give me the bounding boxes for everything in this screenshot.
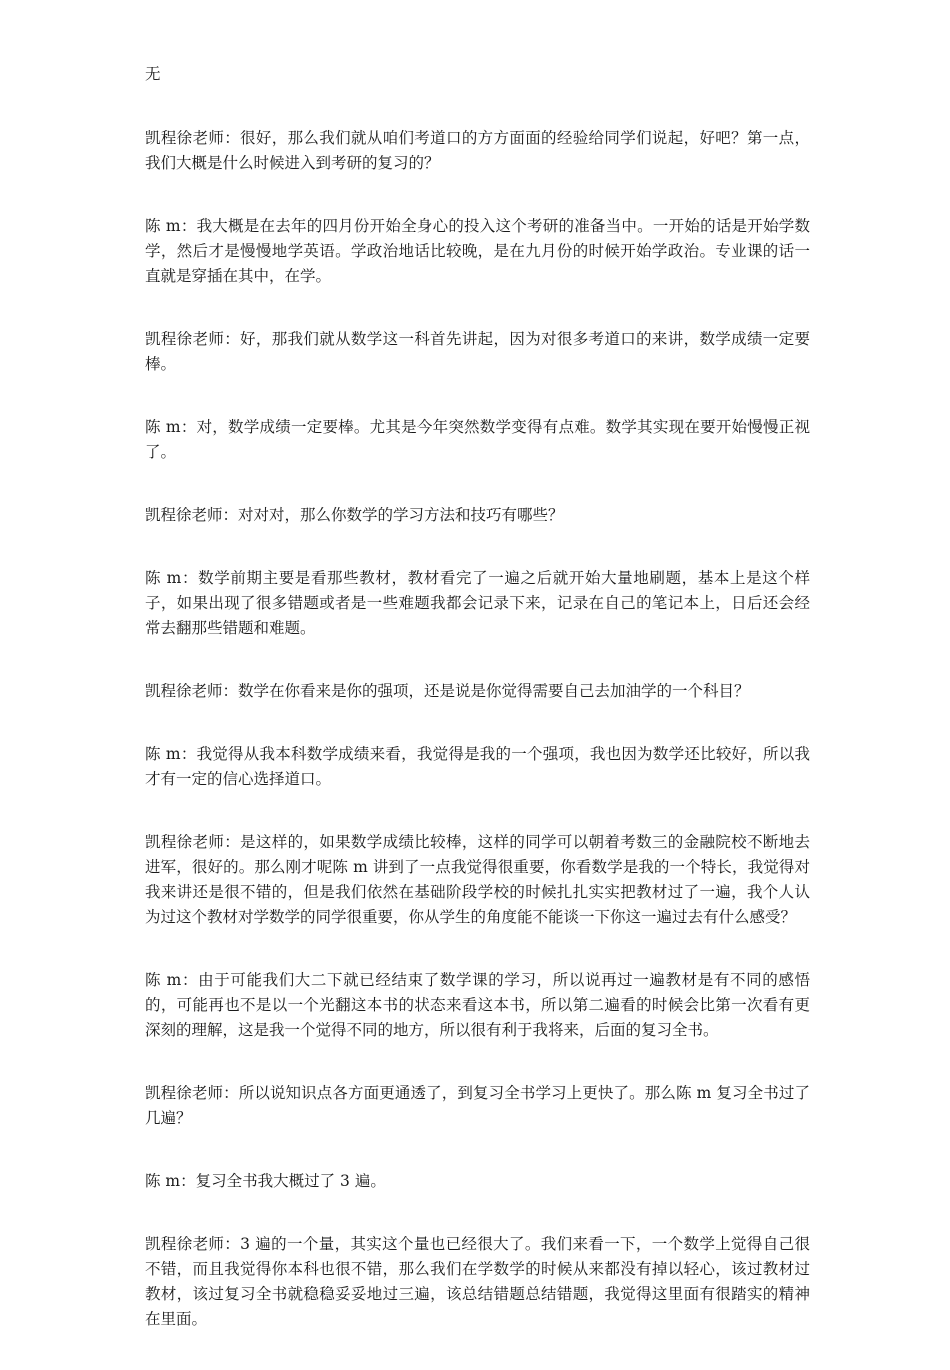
paragraph-student-5: 陈 m：由于可能我们大二下就已经结束了数学课的学习，所以说再过一遍教材是有不同的感悟的，可能再也不是以一个光翻这本书的状态来看这本书，所以第二遍看的时候会比第一次看有更深刻的理解，这是我一个觉得不同的地方，所以很有利于我将来，后面的复习全书。 (145, 971, 810, 1039)
paragraph-student-3: 陈 m：数学前期主要是看那些教材，教材看完了一遍之后就开始大量地刷题，基本上是这个样子，如果出现了很多错题或者是一些难题我都会记录下来，记录在自己的笔记本上，日后还会经常去翻那些错题和难题。 (145, 569, 810, 637)
paragraph-teacher-1: 凯程徐老师：很好，那么我们就从咱们考道口的方方面面的经验给同学们说起，好吧？第一点，我们大概是什么时候进入到考研的复习的？ (145, 129, 810, 172)
paragraph-teacher-5: 凯程徐老师：是这样的，如果数学成绩比较棒，这样的同学可以朝着考数三的金融院校不断地去进军，很好的。那么刚才呢陈 m 讲到了一点我觉得很重要，你看数学是我的一个特长，我觉得对我来讲还是很不错的，但是我们依然在基础阶段学校的时候扎扎实实把教材过了一遍，我个人认为过这个教材对学数学的同学很重要，你从学生的角度能不能谈一下你这一遍过去有什么感受？ (145, 833, 810, 926)
paragraph-student-2: 陈 m：对，数学成绩一定要棒。尤其是今年突然数学变得有点难。数学其实现在要开始慢慢正视了。 (145, 418, 810, 461)
paragraph-student-4: 陈 m：我觉得从我本科数学成绩来看，我觉得是我的一个强项，我也因为数学还比较好，所以我才有一定的信心选择道口。 (145, 745, 810, 788)
paragraph-teacher-2: 凯程徐老师：好，那我们就从数学这一科首先讲起，因为对很多考道口的来讲，数学成绩一定要棒。 (145, 330, 810, 373)
paragraph-teacher-7: 凯程徐老师：3 遍的一个量，其实这个量也已经很大了。我们来看一下，一个数学上觉得自己很不错，而且我觉得你本科也很不错，那么我们在学数学的时候从来都没有掉以轻心，该过教材过教材，该过复习全书就稳稳妥妥地过三遍，该总结错题总结错题，我觉得这里面有很踏实的精神在里面。 (145, 1235, 810, 1328)
document-page (145, 62, 810, 1370)
paragraph-teacher-4: 凯程徐老师：数学在你看来是你的强项，还是说是你觉得需要自己去加油学的一个科目？ (145, 682, 750, 700)
paragraph-student-6: 陈 m：复习全书我大概过了 3 遍。 (145, 1172, 386, 1190)
paragraph-teacher-6: 凯程徐老师：所以说知识点各方面更通透了，到复习全书学习上更快了。那么陈 m 复习全书过了几遍？ (145, 1084, 810, 1127)
header-text: 无 (145, 65, 161, 83)
paragraph-teacher-3: 凯程徐老师：对对对，那么你数学的学习方法和技巧有哪些？ (145, 506, 564, 524)
paragraph-student-1: 陈 m：我大概是在去年的四月份开始全身心的投入这个考研的准备当中。一开始的话是开始学数学，然后才是慢慢地学英语。学政治地话比较晚，是在九月份的时候开始学政治。专业课的话一直就是穿插在其中，在学。 (145, 217, 810, 285)
